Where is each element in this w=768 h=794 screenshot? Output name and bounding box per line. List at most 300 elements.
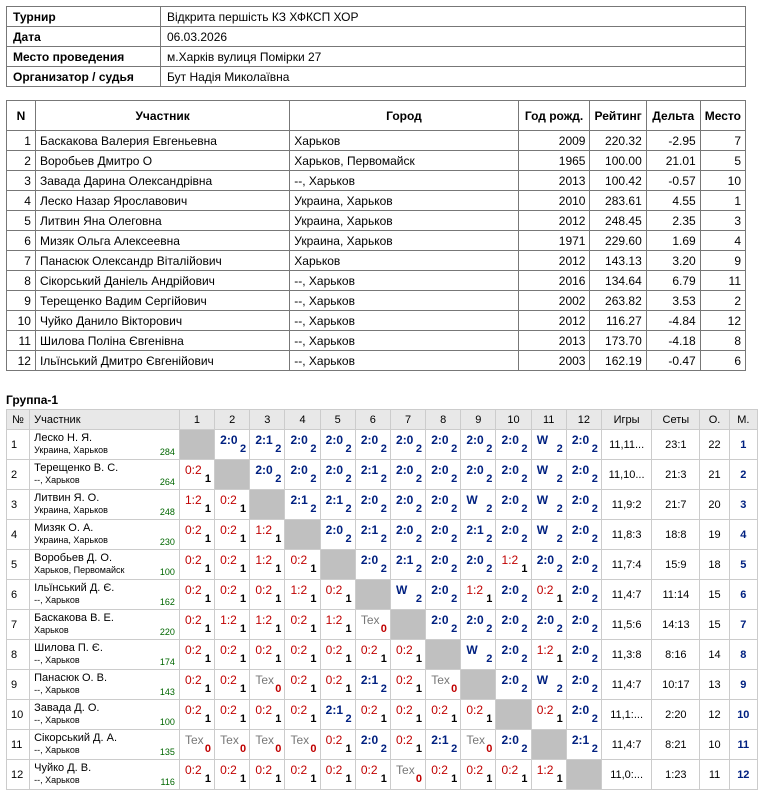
result-score: 0:2 bbox=[360, 703, 378, 717]
column-header: Рейтинг bbox=[590, 101, 646, 131]
participant-cell: 1.69 bbox=[646, 231, 700, 251]
match-result bbox=[426, 730, 461, 760]
player-name: Панасюк О. В. bbox=[34, 672, 108, 684]
result-points: 1 bbox=[240, 533, 247, 545]
participant-cell: 3 bbox=[700, 211, 745, 231]
result-points: 1 bbox=[240, 713, 247, 725]
result-score: 2:0 bbox=[431, 493, 449, 507]
participant-cell: --, Харьков bbox=[290, 171, 518, 191]
sets-cell: 15:9 bbox=[652, 550, 700, 580]
col-opponent: 7 bbox=[390, 410, 425, 430]
result-score: 0:2 bbox=[431, 763, 448, 777]
result-score: 1:2 bbox=[255, 553, 273, 567]
result-score: Tex bbox=[220, 733, 239, 747]
match-result bbox=[285, 670, 320, 700]
result-box bbox=[429, 550, 457, 576]
result-points: 1 bbox=[240, 563, 247, 575]
result-score: 2:0 bbox=[360, 553, 379, 567]
points-cell: 19 bbox=[700, 520, 729, 550]
result-points: 1 bbox=[556, 773, 563, 785]
match-result bbox=[250, 640, 285, 670]
result-score: 2:0 bbox=[501, 463, 519, 477]
match-result bbox=[320, 490, 355, 520]
result-score: Tex bbox=[290, 733, 310, 747]
match-result bbox=[285, 580, 320, 610]
result-box bbox=[570, 430, 598, 456]
match-result bbox=[566, 730, 601, 760]
player-cell bbox=[30, 760, 180, 790]
result-box bbox=[535, 490, 563, 516]
match-result bbox=[320, 760, 355, 790]
result-points: 2 bbox=[486, 443, 493, 455]
result-box bbox=[183, 610, 211, 636]
result-score: 0:2 bbox=[325, 673, 343, 687]
result-points: 2 bbox=[380, 563, 387, 575]
result-points: 2 bbox=[415, 533, 423, 545]
result-box bbox=[289, 730, 317, 756]
result-points: 2 bbox=[556, 533, 563, 545]
result-score: 0:2 bbox=[360, 763, 378, 777]
match-result bbox=[179, 700, 214, 730]
sets-cell: 21:3 bbox=[652, 460, 700, 490]
info-row bbox=[7, 27, 746, 47]
player-name: Сікорський Д. А. bbox=[34, 732, 118, 744]
result-points: 1 bbox=[345, 743, 352, 755]
match-result bbox=[179, 640, 214, 670]
result-box bbox=[324, 670, 352, 696]
result-points: 2 bbox=[451, 503, 458, 515]
group-row bbox=[7, 490, 758, 520]
games-cell: 11,5:6 bbox=[601, 610, 651, 640]
result-box bbox=[253, 520, 281, 546]
result-box bbox=[535, 640, 563, 666]
result-points: 2 bbox=[345, 533, 352, 545]
result-score: 2:0 bbox=[360, 493, 379, 507]
participant-row bbox=[7, 291, 746, 311]
participant-cell: 21.01 bbox=[646, 151, 700, 171]
result-points: 1 bbox=[204, 653, 211, 665]
participant-cell: Шилова Поліна Євгенівна bbox=[35, 331, 289, 351]
participant-cell: Леско Назар Ярославович bbox=[35, 191, 289, 211]
result-points: 0 bbox=[451, 683, 458, 695]
match-result bbox=[496, 550, 531, 580]
place-cell: 3 bbox=[729, 490, 757, 520]
match-result bbox=[531, 550, 566, 580]
match-result bbox=[461, 760, 496, 790]
match-result bbox=[531, 490, 566, 520]
player-cell bbox=[30, 610, 180, 640]
participant-cell: 8 bbox=[7, 271, 36, 291]
result-score: 0:2 bbox=[184, 613, 202, 627]
result-points: 2 bbox=[345, 503, 352, 515]
participant-cell: 100.42 bbox=[590, 171, 646, 191]
result-score: 0:2 bbox=[255, 763, 273, 777]
participant-cell: Украина, Харьков bbox=[290, 191, 518, 211]
result-score: 2:0 bbox=[466, 433, 484, 447]
result-points: 2 bbox=[451, 473, 458, 485]
result-box bbox=[324, 700, 352, 726]
result-points: 2 bbox=[521, 593, 528, 605]
participants-table bbox=[6, 100, 746, 371]
result-points: 1 bbox=[240, 773, 247, 785]
result-box bbox=[464, 730, 492, 756]
result-points: 1 bbox=[204, 683, 211, 695]
result-score: 2:0 bbox=[501, 613, 519, 627]
result-box bbox=[535, 760, 563, 786]
points-cell: 14 bbox=[700, 640, 729, 670]
self-cell bbox=[285, 520, 320, 550]
result-score: 0:2 bbox=[184, 553, 202, 567]
row-number: 10 bbox=[7, 700, 30, 730]
match-result bbox=[320, 610, 355, 640]
result-score: 0:2 bbox=[466, 763, 484, 777]
row-number: 6 bbox=[7, 580, 30, 610]
group-row bbox=[7, 610, 758, 640]
result-box bbox=[253, 700, 281, 726]
result-points: 1 bbox=[240, 503, 247, 515]
col-opponent: 9 bbox=[461, 410, 496, 430]
result-points: 2 bbox=[451, 623, 458, 635]
match-result bbox=[390, 700, 425, 730]
result-score: 2:0 bbox=[290, 463, 308, 477]
points-cell: 15 bbox=[700, 580, 729, 610]
result-box bbox=[500, 730, 528, 756]
participant-cell: -4.84 bbox=[646, 311, 700, 331]
result-box bbox=[570, 580, 598, 606]
match-result bbox=[215, 670, 250, 700]
result-points: 1 bbox=[310, 593, 317, 605]
result-box bbox=[500, 520, 528, 546]
participant-cell: 6 bbox=[7, 231, 36, 251]
result-box bbox=[324, 730, 352, 756]
result-score: 2:0 bbox=[571, 463, 590, 477]
points-cell: 15 bbox=[700, 610, 729, 640]
result-points: 1 bbox=[275, 713, 282, 725]
result-points: 1 bbox=[310, 683, 317, 695]
col-opponent: 10 bbox=[496, 410, 531, 430]
participant-cell: 2.35 bbox=[646, 211, 700, 231]
result-box bbox=[394, 730, 422, 756]
player-city: --, Харьков bbox=[34, 685, 80, 695]
result-score: W bbox=[466, 643, 478, 657]
result-box bbox=[464, 490, 492, 516]
result-score: 0:2 bbox=[184, 583, 202, 597]
player-name: Мизяк О. А. bbox=[34, 522, 94, 534]
result-points: 2 bbox=[486, 473, 493, 485]
result-points: 1 bbox=[204, 533, 211, 545]
result-box bbox=[359, 430, 387, 456]
place-cell: 11 bbox=[729, 730, 757, 760]
result-score: 2:0 bbox=[431, 433, 449, 447]
result-score: 2:0 bbox=[571, 553, 590, 567]
participant-row bbox=[7, 171, 746, 191]
participant-cell: Харьков bbox=[290, 251, 518, 271]
participant-cell: 2 bbox=[7, 151, 36, 171]
info-value: 06.03.2026 bbox=[161, 27, 746, 47]
result-points: 2 bbox=[345, 473, 352, 485]
result-box bbox=[394, 490, 422, 516]
participant-cell: 4 bbox=[7, 191, 36, 211]
place-cell: 9 bbox=[729, 670, 757, 700]
match-result bbox=[215, 610, 250, 640]
col-opponent: 11 bbox=[531, 410, 566, 430]
result-points: 1 bbox=[240, 593, 247, 605]
result-box bbox=[464, 460, 492, 486]
match-result bbox=[390, 550, 425, 580]
self-cell bbox=[215, 460, 250, 490]
player-city: --, Харьков bbox=[34, 655, 80, 665]
match-result bbox=[250, 610, 285, 640]
info-label: Турнир bbox=[7, 7, 161, 27]
result-box bbox=[429, 700, 457, 726]
games-cell: 11,7:4 bbox=[601, 550, 651, 580]
result-score: 1:2 bbox=[536, 763, 554, 777]
result-score: 0:2 bbox=[184, 763, 202, 777]
result-score: 2:0 bbox=[501, 523, 519, 537]
match-result bbox=[179, 730, 214, 760]
result-box bbox=[253, 670, 281, 696]
column-header: Дельта bbox=[646, 101, 700, 131]
player-cell bbox=[30, 700, 180, 730]
result-box bbox=[183, 460, 211, 486]
result-score: 1:2 bbox=[501, 553, 519, 567]
sets-cell: 23:1 bbox=[652, 430, 700, 460]
participant-row bbox=[7, 311, 746, 331]
result-box bbox=[464, 700, 492, 726]
result-box bbox=[500, 640, 528, 666]
match-result bbox=[531, 760, 566, 790]
result-box bbox=[394, 430, 422, 456]
participant-cell: Литвин Яна Олеговна bbox=[35, 211, 289, 231]
participant-row bbox=[7, 351, 746, 371]
row-number: 9 bbox=[7, 670, 30, 700]
row-number: 2 bbox=[7, 460, 30, 490]
result-points: 2 bbox=[310, 443, 317, 455]
result-points: 2 bbox=[451, 533, 458, 545]
player-city: Харьков bbox=[34, 625, 69, 635]
match-result bbox=[285, 730, 320, 760]
result-score: 2:0 bbox=[501, 433, 519, 447]
col-opponent: 6 bbox=[355, 410, 390, 430]
result-points: 1 bbox=[240, 623, 247, 635]
result-box bbox=[500, 610, 528, 636]
match-result bbox=[215, 490, 250, 520]
match-result bbox=[285, 700, 320, 730]
result-points: 0 bbox=[380, 623, 387, 635]
player-name: Завада Д. О. bbox=[34, 702, 100, 714]
result-box bbox=[535, 460, 563, 486]
result-points: 1 bbox=[204, 623, 211, 635]
participant-cell: Ільїнський Дмитро Євгенійович bbox=[35, 351, 289, 371]
participant-cell: 2013 bbox=[518, 331, 590, 351]
participant-cell: Харьков, Первомайск bbox=[290, 151, 518, 171]
match-result bbox=[355, 730, 390, 760]
sets-cell: 18:8 bbox=[652, 520, 700, 550]
player-name: Шилова П. Є. bbox=[34, 642, 103, 654]
result-score: W bbox=[536, 673, 549, 687]
result-points: 1 bbox=[415, 743, 423, 755]
participant-cell: 2010 bbox=[518, 191, 590, 211]
result-score: 0:2 bbox=[220, 703, 237, 717]
match-result bbox=[496, 730, 531, 760]
games-cell: 11,1:... bbox=[601, 700, 651, 730]
result-score: 0:2 bbox=[325, 643, 343, 657]
result-score: 0:2 bbox=[325, 763, 343, 777]
result-points: 1 bbox=[275, 773, 282, 785]
result-score: 2:0 bbox=[220, 433, 238, 447]
result-score: 0:2 bbox=[255, 583, 273, 597]
result-score: 0:2 bbox=[396, 643, 413, 657]
result-box bbox=[429, 610, 457, 636]
participant-row bbox=[7, 271, 746, 291]
group-row bbox=[7, 700, 758, 730]
result-score: 1:2 bbox=[255, 523, 273, 537]
participant-cell: 8 bbox=[700, 331, 745, 351]
result-points: 1 bbox=[310, 773, 317, 785]
participant-cell: 3.20 bbox=[646, 251, 700, 271]
self-cell bbox=[531, 730, 566, 760]
result-points: 2 bbox=[345, 713, 352, 725]
player-name: Ільїнський Д. Є. bbox=[34, 582, 115, 594]
player-rating: 264 bbox=[159, 477, 175, 487]
match-result bbox=[531, 430, 566, 460]
result-box bbox=[253, 730, 281, 756]
match-result bbox=[250, 550, 285, 580]
match-result bbox=[179, 760, 214, 790]
result-score: 2:0 bbox=[571, 673, 590, 687]
result-points: 2 bbox=[591, 683, 598, 695]
result-score: W bbox=[536, 523, 549, 537]
result-box bbox=[218, 550, 246, 576]
result-score: 2:1 bbox=[255, 433, 273, 447]
result-score: Tex bbox=[360, 613, 380, 627]
result-points: 2 bbox=[486, 533, 493, 545]
result-box bbox=[218, 670, 246, 696]
participant-cell: 2012 bbox=[518, 251, 590, 271]
result-box bbox=[183, 550, 211, 576]
match-result bbox=[355, 490, 390, 520]
col-games: Игры bbox=[601, 410, 651, 430]
result-points: 2 bbox=[521, 503, 528, 515]
result-points: 2 bbox=[415, 593, 423, 605]
result-box bbox=[289, 700, 317, 726]
result-points: 1 bbox=[240, 683, 247, 695]
result-score: 0:2 bbox=[325, 583, 343, 597]
result-score: 0:2 bbox=[255, 643, 273, 657]
place-cell: 5 bbox=[729, 550, 757, 580]
result-points: 2 bbox=[591, 593, 598, 605]
match-result bbox=[215, 430, 250, 460]
result-box bbox=[218, 730, 246, 756]
result-box bbox=[570, 730, 598, 756]
participant-cell: 229.60 bbox=[590, 231, 646, 251]
participant-cell: 4.55 bbox=[646, 191, 700, 211]
row-number: 3 bbox=[7, 490, 30, 520]
player-city: Харьков, Первомайск bbox=[34, 565, 125, 575]
result-score: 2:0 bbox=[466, 553, 484, 567]
participant-cell: --, Харьков bbox=[290, 271, 518, 291]
participant-cell: 2 bbox=[700, 291, 745, 311]
player-cell bbox=[30, 640, 180, 670]
self-cell bbox=[496, 700, 531, 730]
result-points: 1 bbox=[380, 773, 387, 785]
result-score: W bbox=[536, 433, 549, 447]
result-points: 0 bbox=[275, 743, 282, 755]
participant-cell: Воробьев Дмитро О bbox=[35, 151, 289, 171]
match-result bbox=[496, 580, 531, 610]
result-points: 2 bbox=[310, 503, 317, 515]
player-name: Литвин Я. О. bbox=[34, 492, 100, 504]
participant-cell: Мизяк Ольга Алексеевна bbox=[35, 231, 289, 251]
participant-cell: 116.27 bbox=[590, 311, 646, 331]
result-box bbox=[429, 730, 457, 756]
result-box bbox=[570, 490, 598, 516]
match-result bbox=[390, 460, 425, 490]
match-result bbox=[461, 730, 496, 760]
match-result bbox=[461, 640, 496, 670]
result-score: 2:0 bbox=[290, 433, 308, 447]
match-result bbox=[461, 490, 496, 520]
participant-cell: --, Харьков bbox=[290, 311, 518, 331]
points-cell: 12 bbox=[700, 700, 729, 730]
player-cell bbox=[30, 430, 180, 460]
info-value: Бут Надія Миколаївна bbox=[161, 67, 746, 87]
group-row bbox=[7, 640, 758, 670]
result-points: 2 bbox=[486, 623, 493, 635]
result-score: 0:2 bbox=[220, 583, 237, 597]
result-box bbox=[218, 700, 246, 726]
result-box bbox=[535, 610, 563, 636]
player-city: --, Харьков bbox=[34, 775, 80, 785]
participant-cell: 2009 bbox=[518, 131, 590, 151]
match-result bbox=[215, 730, 250, 760]
match-result bbox=[461, 610, 496, 640]
player-rating: 248 bbox=[159, 507, 175, 517]
row-number: 4 bbox=[7, 520, 30, 550]
result-score: 2:1 bbox=[325, 703, 344, 717]
result-score: 0:2 bbox=[220, 763, 237, 777]
participant-cell: -0.57 bbox=[646, 171, 700, 191]
result-points: 1 bbox=[486, 773, 493, 785]
match-result bbox=[426, 490, 461, 520]
match-result bbox=[390, 730, 425, 760]
result-points: 1 bbox=[451, 773, 458, 785]
result-box bbox=[500, 460, 528, 486]
result-score: 2:0 bbox=[571, 583, 590, 597]
result-box bbox=[500, 760, 528, 786]
result-points: 2 bbox=[591, 473, 598, 485]
result-points: 1 bbox=[204, 593, 211, 605]
result-points: 1 bbox=[310, 623, 317, 635]
participant-cell: 1965 bbox=[518, 151, 590, 171]
match-result bbox=[179, 520, 214, 550]
match-result bbox=[179, 610, 214, 640]
place-cell: 1 bbox=[729, 430, 757, 460]
result-score: 0:2 bbox=[290, 763, 308, 777]
result-points: 1 bbox=[345, 623, 352, 635]
row-number: 12 bbox=[7, 760, 30, 790]
result-points: 1 bbox=[204, 503, 211, 515]
result-box bbox=[183, 670, 211, 696]
match-result bbox=[566, 610, 601, 640]
result-score: W bbox=[466, 493, 478, 507]
result-box bbox=[359, 670, 387, 696]
result-score: 2:0 bbox=[396, 463, 414, 477]
match-result bbox=[250, 580, 285, 610]
col-opponent: 5 bbox=[320, 410, 355, 430]
result-points: 2 bbox=[275, 473, 282, 485]
player-city: Украина, Харьков bbox=[34, 505, 108, 515]
